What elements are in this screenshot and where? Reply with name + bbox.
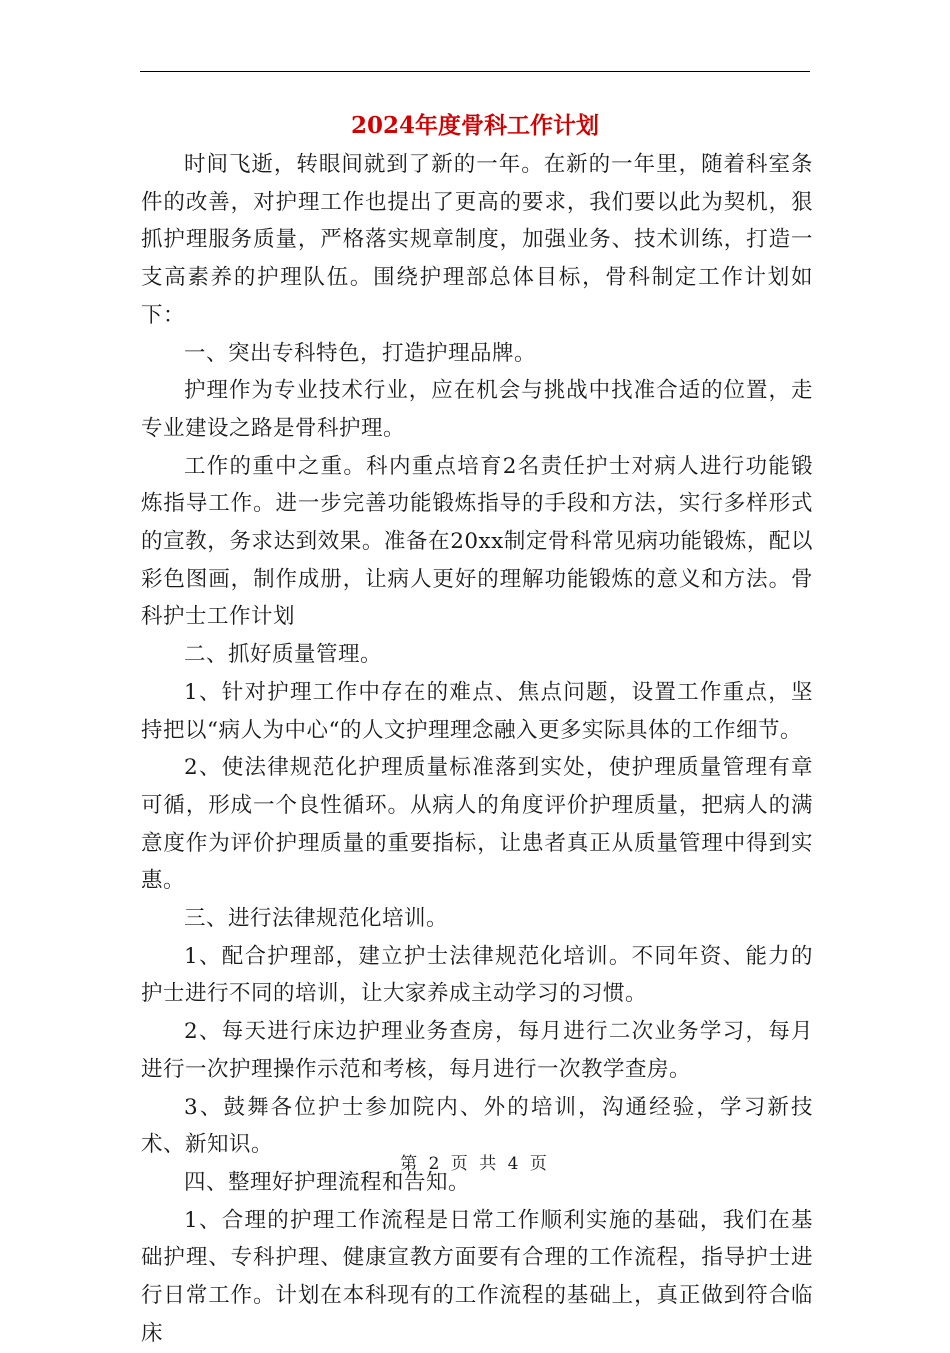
section-heading-3: 三、进行法律规范化培训。 xyxy=(184,906,449,932)
document-title: 2024年度骨科工作计划 xyxy=(350,112,599,139)
paragraph: 3、鼓舞各位护士参加院内、外的培训，沟通经验，学习新技术、新知识。 xyxy=(141,1094,813,1158)
paragraph: 2、使法律规范化护理质量标准落到实处，使护理质量管理有章可循，形成一个良性循环。从病人的角度评价护理质量，把病人的满意度作为评价护理质量的重要指标，让患者真正从质量管理中得到实惠。 xyxy=(141,755,813,894)
paragraph-intro: 时间飞逝，转眼间就到了新的一年。在新的一年里，随着科室条件的改善，对护理工作也提出了更高的要求，我们要以此为契机，狠抓护理服务质量，严格落实规章制度，加强业务、技术训练，打造一支高素养的护理队伍。围绕护理部总体目标，骨科制定工作计划如下： xyxy=(141,152,813,328)
section-heading-2: 二、抓好质量管理。 xyxy=(184,642,383,668)
paragraph: 1、合理的护理工作流程是日常工作顺利实施的基础，我们在基础护理、专科护理、健康宣教方面要有合理的工作流程，指导护士进行日常工作。计划在本科现有的工作流程的基础上，真正做到符合临床 xyxy=(141,1207,813,1346)
paragraph: 2、每天进行床边护理业务查房，每月进行二次业务学习，每月进行一次护理操作示范和考核，每月进行一次教学查房。 xyxy=(141,1019,813,1082)
paragraph: 1、针对护理工作中存在的难点、焦点问题，设置工作重点，坚持把以“病人为中心“的人文护理理念融入更多实际具体的工作细节。 xyxy=(141,679,813,743)
page-number-footer: 第 2 页 共 4 页 xyxy=(400,1154,550,1174)
paragraph: 护理作为专业技术行业，应在机会与挑战中找准合适的位置，走专业建设之路是骨科护理。 xyxy=(141,378,813,441)
section-heading-1: 一、突出专科特色，打造护理品牌。 xyxy=(184,340,537,366)
paragraph: 1、配合护理部，建立护士法律规范化培训。不同年资、能力的护士进行不同的培训，让大家养成主动学习的习惯。 xyxy=(141,943,813,1007)
header-rule xyxy=(140,71,810,72)
section-heading-4: 四、整理好护理流程和告知。 xyxy=(184,1169,471,1195)
paragraph: 工作的重中之重。科内重点培育2名责任护士对病人进行功能锻炼指导工作。进一步完善功能锻炼指导的手段和方法，实行多样形式的宣教，务求达到效果。准备在20xx制定骨科常见病功能锻炼，配以彩色图画，制作成册，让病人更好的理解功能锻炼的意义和方法。骨科护士工作计划 xyxy=(141,453,813,630)
